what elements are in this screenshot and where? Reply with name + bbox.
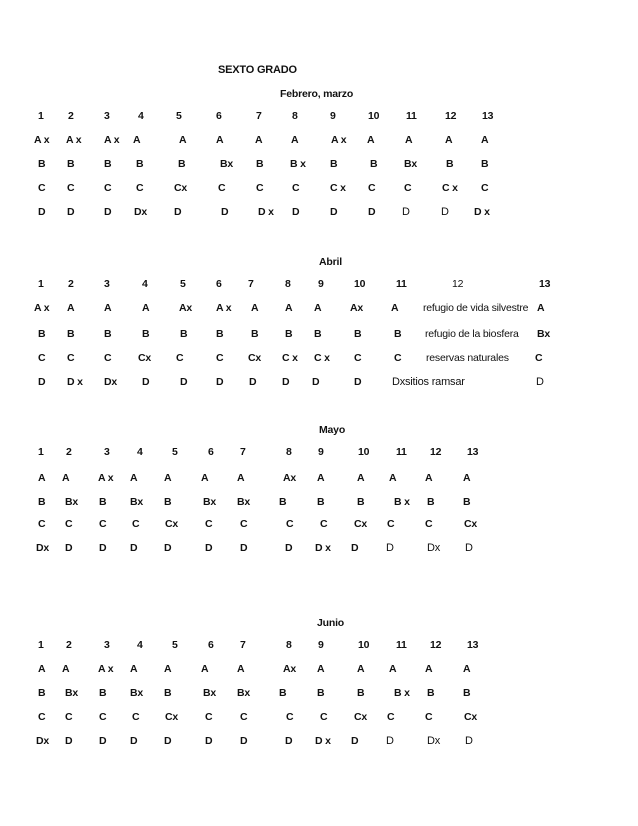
grid-cell: A [104,302,112,314]
grid-cell: B [38,496,46,508]
grid-cell: D [130,735,138,747]
grid-cell: A [425,472,433,484]
grid-cell: D [130,542,138,554]
column-number: 12 [445,110,457,122]
grid-cell: Bx [220,158,234,170]
grid-cell: B [285,328,293,340]
grid-cell: Dx [36,542,50,554]
grid-cell: B x [394,687,410,699]
grid-cell: A [237,663,245,675]
grid-cell: C [104,352,112,364]
column-number: 5 [172,446,178,458]
grid-cell: A x [104,134,120,146]
grid-cell: D [99,542,107,554]
grid-cell: D x [474,206,490,218]
grid-cell: Bx [65,496,79,508]
column-number: 1 [38,639,44,651]
grid-cell: Cx [165,518,179,530]
grid-cell: C [67,182,75,194]
grid-cell: D x [258,206,274,218]
grid-cell: A [445,134,453,146]
grid-cell: D [38,376,46,388]
grid-cell: C [256,182,264,194]
grid-cell: C [240,711,248,723]
column-number: 6 [208,639,214,651]
grid-cell: A [463,472,471,484]
grid-cell: A [255,134,263,146]
column-number: 4 [137,446,143,458]
grid-cell: B [370,158,378,170]
grid-cell: Cx [354,711,368,723]
grid-cell: C [65,711,73,723]
grid-cell: D [142,376,150,388]
grid-cell: B [314,328,322,340]
grid-cell: B [104,328,112,340]
grid-cell: D [386,542,394,554]
column-number: 5 [176,110,182,122]
grid-cell: C [99,711,107,723]
grid-cell: D [402,206,410,218]
grid-cell: D [180,376,188,388]
grid-cell: C [38,182,46,194]
grid-cell: refugio de la biosfera [425,328,519,340]
grid-cell: C [535,352,543,364]
grid-cell: B [136,158,144,170]
grid-cell: B [427,496,435,508]
column-number: 2 [66,446,72,458]
grid-cell: A [62,472,70,484]
grid-cell: B [67,158,75,170]
grid-cell: A [216,134,224,146]
column-number: 11 [406,110,417,122]
grid-cell: C [425,518,433,530]
grid-cell: C [132,518,140,530]
grid-cell: A [463,663,471,675]
column-number: 13 [467,446,479,458]
grid-cell: A [62,663,70,675]
grid-cell: A [391,302,399,314]
grid-cell: B [279,496,287,508]
grid-cell: Ax [283,663,297,675]
grid-cell: D [65,542,73,554]
column-number: 9 [318,639,324,651]
grid-cell: B [164,496,172,508]
column-number: 6 [216,278,222,290]
column-number: 9 [318,278,324,290]
column-number: 13 [482,110,494,122]
grid-cell: B [216,328,224,340]
grid-cell: D [174,206,182,218]
grid-cell: A [130,472,138,484]
grid-cell: A [201,663,209,675]
column-number: 11 [396,278,407,290]
grid-cell: D [164,542,172,554]
section-title: Mayo [319,424,346,436]
grid-cell: B [357,687,365,699]
column-number: 1 [38,110,44,122]
grid-cell: Bx [237,496,251,508]
grid-cell: A [389,472,397,484]
grid-cell: D [386,735,394,747]
grid-cell: C [216,352,224,364]
grid-cell: Bx [130,496,144,508]
column-number: 5 [172,639,178,651]
grid-cell: D [99,735,107,747]
column-number: 2 [68,110,74,122]
column-number: 4 [138,110,144,122]
grid-cell: C [176,352,184,364]
grid-cell: C x [442,182,458,194]
grid-cell: A x [98,663,114,675]
grid-cell: A [251,302,259,314]
grid-cell: C [354,352,362,364]
grid-cell: C [104,182,112,194]
grid-cell: A [367,134,375,146]
grid-cell: Bx [130,687,144,699]
grid-cell: B [38,328,46,340]
column-number: 12 [430,446,442,458]
column-number: 13 [467,639,479,651]
grid-cell: Bx [404,158,418,170]
grid-cell: C [99,518,107,530]
grid-cell: D [354,376,362,388]
grid-cell: B [463,496,471,508]
grid-cell: C x [330,182,346,194]
column-number: 9 [330,110,336,122]
grid-cell: A x [34,302,50,314]
column-number: 10 [358,639,370,651]
grid-cell: D x [67,376,83,388]
grid-cell: B [164,687,172,699]
page-title: SEXTO GRADO [218,64,297,76]
grid-cell: A [537,302,545,314]
column-number: 11 [396,446,407,458]
column-number: 4 [137,639,143,651]
column-number: 1 [38,446,44,458]
grid-cell: C [481,182,489,194]
grid-cell: A [38,472,46,484]
grid-cell: A x [98,472,114,484]
grid-cell: C [394,352,402,364]
grid-cell: Dx [36,735,50,747]
grid-cell: C [320,711,328,723]
grid-cell: D [465,735,473,747]
column-number: 6 [208,446,214,458]
grid-cell: A [179,134,187,146]
grid-cell: A [425,663,433,675]
grid-cell: D [65,735,73,747]
grid-cell: A [201,472,209,484]
grid-cell: C [404,182,412,194]
column-number: 6 [216,110,222,122]
grid-cell: B [446,158,454,170]
grid-cell: C [218,182,226,194]
grid-cell: A [67,302,75,314]
grid-cell: B [38,158,46,170]
grid-cell: Bx [65,687,79,699]
column-number: 10 [358,446,370,458]
grid-cell: B [180,328,188,340]
grid-cell: C x [282,352,298,364]
grid-cell: D [368,206,376,218]
grid-cell: C [205,518,213,530]
grid-cell: A [285,302,293,314]
column-number: 3 [104,446,110,458]
grid-cell: A [317,472,325,484]
grid-cell: B [104,158,112,170]
grid-cell: A [291,134,299,146]
grid-cell: C [38,711,46,723]
grid-cell: Cx [248,352,262,364]
grid-cell: Ax [283,472,297,484]
column-number: 8 [286,446,292,458]
grid-cell: B [330,158,338,170]
section-title: Junio [317,617,344,629]
grid-cell: B x [394,496,410,508]
column-number: 8 [285,278,291,290]
grid-cell: B [279,687,287,699]
grid-cell: D [292,206,300,218]
grid-cell: C [67,352,75,364]
grid-cell: C [38,352,46,364]
grid-cell: A [142,302,150,314]
grid-cell: D [312,376,320,388]
column-number: 12 [452,278,464,290]
grid-cell: Dx [427,735,441,747]
column-number: 8 [286,639,292,651]
grid-cell: C x [314,352,330,364]
grid-cell: C [38,518,46,530]
column-number: 7 [248,278,254,290]
column-number: 7 [240,639,246,651]
grid-cell: Dx [134,206,148,218]
grid-cell: Cx [464,518,478,530]
grid-cell: C [387,518,395,530]
grid-cell: Dx [427,542,441,554]
column-number: 3 [104,110,110,122]
grid-cell: B [354,328,362,340]
grid-cell: B [99,687,107,699]
grid-cell: D [465,542,473,554]
grid-cell: A [164,472,172,484]
grid-cell: B [317,496,325,508]
grid-cell: D [249,376,257,388]
grid-cell: D [205,542,213,554]
grid-cell: D [216,376,224,388]
grid-cell: C [425,711,433,723]
column-number: 7 [256,110,262,122]
grid-cell: D [351,735,359,747]
grid-cell: C [286,518,294,530]
grid-cell: C [387,711,395,723]
grid-cell: D [240,542,248,554]
grid-cell: refugio de vida silvestre [423,302,529,314]
column-number: 3 [104,278,110,290]
grid-cell: Cx [354,518,368,530]
grid-cell: D [104,206,112,218]
grid-cell: B [142,328,150,340]
grid-cell: Bx [237,687,251,699]
grid-cell: B [67,328,75,340]
grid-cell: B [38,687,46,699]
column-number: 3 [104,639,110,651]
grid-cell: B [357,496,365,508]
grid-cell: C [136,182,144,194]
grid-cell: A x [34,134,50,146]
column-number: 8 [292,110,298,122]
column-number: 10 [368,110,380,122]
grid-cell: D [67,206,75,218]
column-number: 7 [240,446,246,458]
grid-cell: B [317,687,325,699]
grid-cell: D [285,735,293,747]
grid-cell: A x [66,134,82,146]
column-number: 12 [430,639,442,651]
grid-cell: A [481,134,489,146]
grid-cell: A [357,472,365,484]
grid-cell: Bx [537,328,551,340]
grid-cell: D [330,206,338,218]
grid-cell: A [317,663,325,675]
column-number: 1 [38,278,44,290]
grid-cell: A [389,663,397,675]
grid-cell: C [368,182,376,194]
grid-cell: A [164,663,172,675]
grid-cell: D [240,735,248,747]
grid-cell: D [38,206,46,218]
grid-cell: Cx [464,711,478,723]
grid-cell: D x [315,735,331,747]
grid-cell: C [286,711,294,723]
grid-cell: D [351,542,359,554]
grid-cell: A x [331,134,347,146]
column-number: 9 [318,446,324,458]
column-number: 11 [396,639,407,651]
grid-cell: C [205,711,213,723]
grid-cell: sitios ramsar [405,376,465,388]
grid-cell: D [205,735,213,747]
grid-cell: B [463,687,471,699]
grid-cell: B [99,496,107,508]
column-number: 4 [142,278,148,290]
grid-cell: reservas naturales [426,352,509,364]
grid-cell: D [536,376,544,388]
grid-cell: A [133,134,141,146]
grid-cell: D [285,542,293,554]
grid-cell: B [256,158,264,170]
grid-cell: Dx [392,376,406,388]
column-number: 13 [539,278,551,290]
grid-cell: B [251,328,259,340]
grid-cell: Bx [203,496,217,508]
grid-cell: Dx [104,376,118,388]
column-number: 2 [68,278,74,290]
section-title: Febrero, marzo [280,88,354,100]
grid-cell: Bx [203,687,217,699]
grid-cell: B [178,158,186,170]
grid-cell: C [240,518,248,530]
grid-cell: A [405,134,413,146]
grid-cell: Cx [174,182,188,194]
grid-cell: A [314,302,322,314]
grid-cell: Ax [179,302,193,314]
grid-cell: D [441,206,449,218]
grid-cell: B [427,687,435,699]
column-number: 10 [354,278,366,290]
column-number: 5 [180,278,186,290]
grid-cell: B x [290,158,306,170]
section-title: Abril [319,256,342,268]
grid-cell: A [237,472,245,484]
grid-cell: C [292,182,300,194]
grid-cell: C [65,518,73,530]
grid-cell: A [357,663,365,675]
grid-cell: A x [216,302,232,314]
grid-cell: D [221,206,229,218]
grid-cell: D [282,376,290,388]
grid-cell: B [481,158,489,170]
grid-cell: C [132,711,140,723]
grid-cell: B [394,328,402,340]
grid-cell: D [164,735,172,747]
grid-cell: Cx [138,352,152,364]
grid-cell: C [320,518,328,530]
column-number: 2 [66,639,72,651]
grid-cell: A [38,663,46,675]
grid-cell: A [130,663,138,675]
grid-cell: Ax [350,302,364,314]
grid-cell: D x [315,542,331,554]
grid-cell: Cx [165,711,179,723]
